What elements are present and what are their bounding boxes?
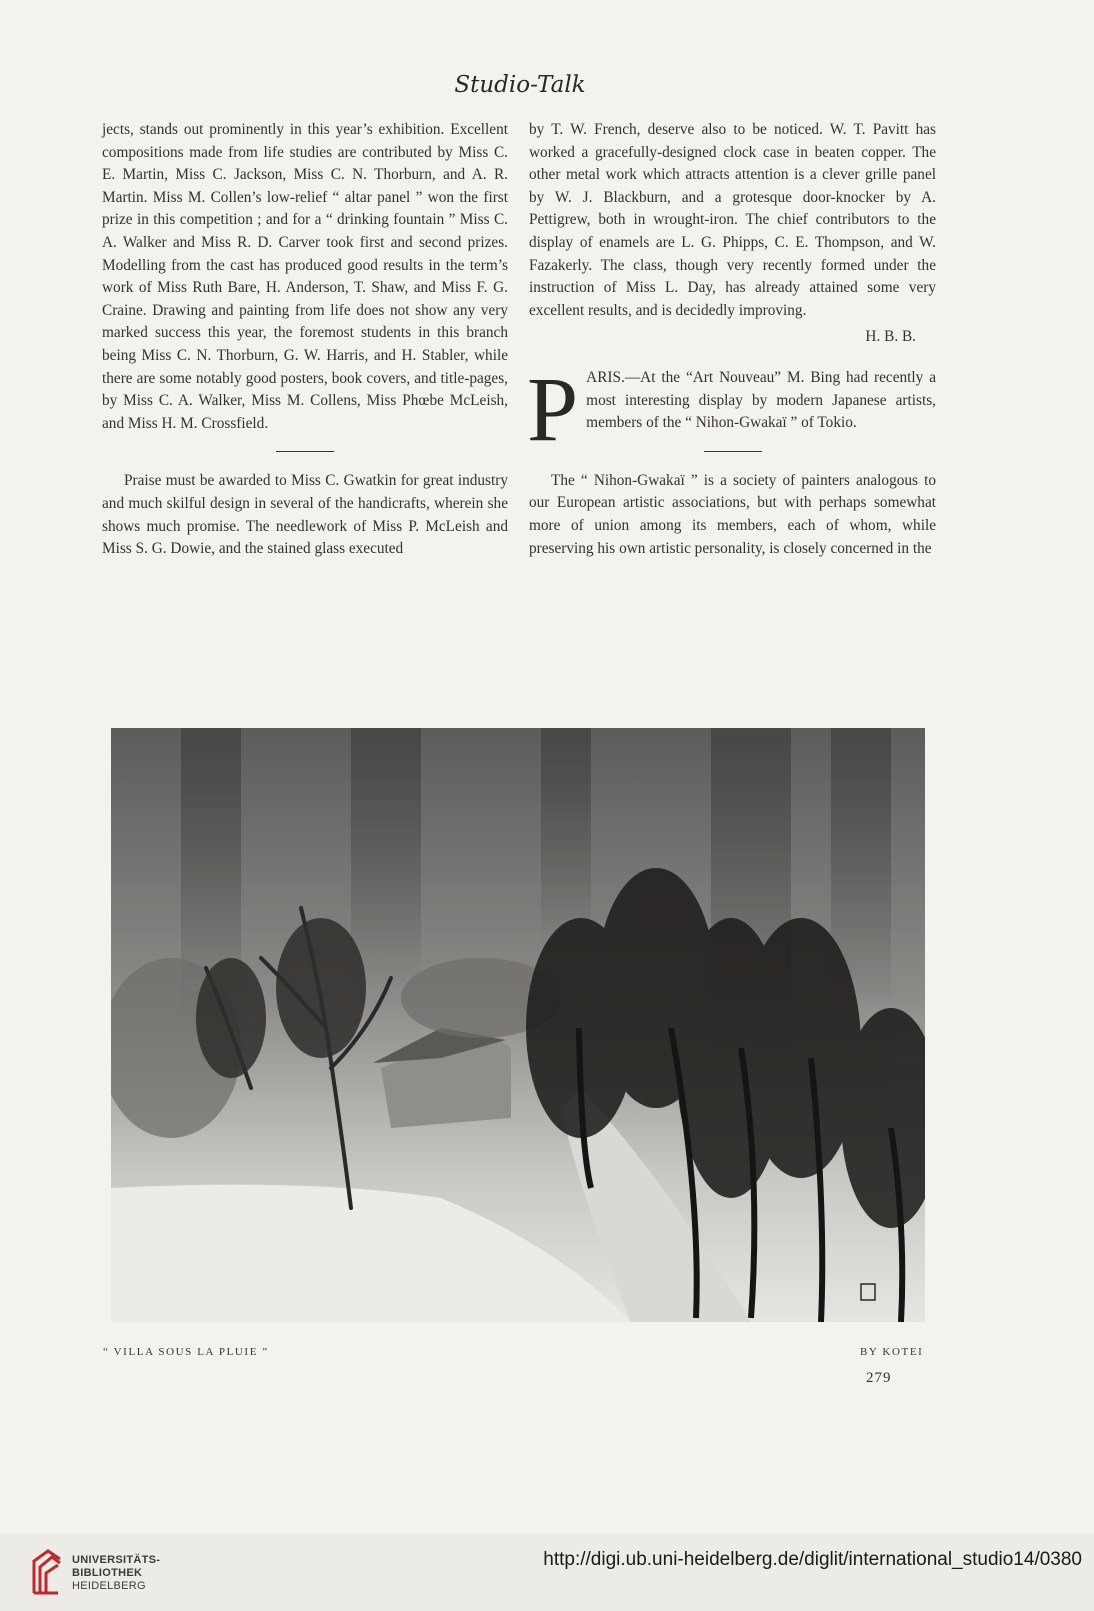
library-footer — [0, 1533, 1094, 1611]
right-paragraph-1: by T. W. French, deserve also to be noticed. W. T. Pavitt has worked a gracefully-designed clock case in beaten copper. The other metal work which attracts attention is a clever grille panel by W. J. Blackburn, and a grotesque door-knocker by A. Pettigrew, both in wrought-iron. The chief contributors to the display of enamels are L. G. Phipps, C. E. Thompson, and W. Fazakerly. The class, though very recently formed under the instruction of Miss L. Day, has already attained some very excellent results, and is decidedly improving. — [529, 121, 936, 319]
drop-cap: P — [527, 357, 579, 460]
painting-illustration — [111, 728, 925, 1322]
library-logo-icon — [30, 1547, 64, 1597]
library-name-line-3: HEIDELBERG — [72, 1580, 146, 1592]
page-number: 279 — [866, 1370, 892, 1386]
paris-paragraph — [527, 357, 936, 460]
right-paragraph-3: The “ Nihon-Gwakaï ” is a society of painters analogous to our European artistic associations, but with perhaps somewhat more of union among its members, each of whom, while preserving his own artistic personality, is closely concerned in the — [529, 471, 936, 557]
author-signature: H. B. B. — [865, 328, 916, 346]
figure-caption-title: “ VILLA SOUS LA PLUIE ” — [103, 1346, 269, 1358]
right-column — [529, 119, 936, 560]
running-title: Studio-Talk — [454, 72, 586, 98]
left-paragraph-1: jects, stands out prominently in this year’s exhibition. Excellent compositions made from life studies are contributed by Miss C. E. Martin, Miss C. Jackson, Miss C. N. Thorburn, and A. R. Martin. Miss M. Collen’s low-relief “ altar panel ” won the first prize in this competition ; and for a “ drinking fountain ” Miss C. A. Walker and Miss R. D. Carver took first and second prizes. Modelling from the cast has produced good results in the term’s work of Miss Ruth Bare, H. Anderson, T. Shaw, and Miss F. G. Craine. Drawing and painting from life does not show any very marked success this year, the foremost students in this branch being Miss C. N. Thorburn, G. W. Harris, and H. Stabler, while there are some notably good posters, book covers, and title-pages, by Miss C. A. Walker, Miss M. Collens, Miss Phœbe McLeish, and Miss H. M. Crossfield. — [102, 121, 508, 432]
library-name-line-1: UNIVERSITÄTS- — [72, 1554, 161, 1566]
left-paragraph-2: Praise must be awarded to Miss C. Gwatkin for great industry and much skilful design in several of the handicrafts, wherein she shows much promise. The needlework of Miss P. McLeish and Miss S. G. Dowie, and the stained glass executed — [102, 472, 508, 558]
figure-caption-artist: BY KOTEI — [860, 1346, 924, 1358]
paris-text: ARIS.—At the “Art Nouveau” M. Bing had recently a most interesting display by modern Japanese artists, members of the “ Nihon-Gwakaï ” of Tokio. — [586, 368, 936, 432]
library-name — [72, 1554, 160, 1593]
section-divider — [276, 451, 334, 452]
source-url-link[interactable]: http://digi.ub.uni-heidelberg.de/diglit/international_studio14/0380 — [543, 1549, 1082, 1570]
section-divider — [704, 451, 762, 452]
left-column — [102, 119, 508, 561]
library-name-line-2: BIBLIOTHEK — [72, 1567, 143, 1579]
